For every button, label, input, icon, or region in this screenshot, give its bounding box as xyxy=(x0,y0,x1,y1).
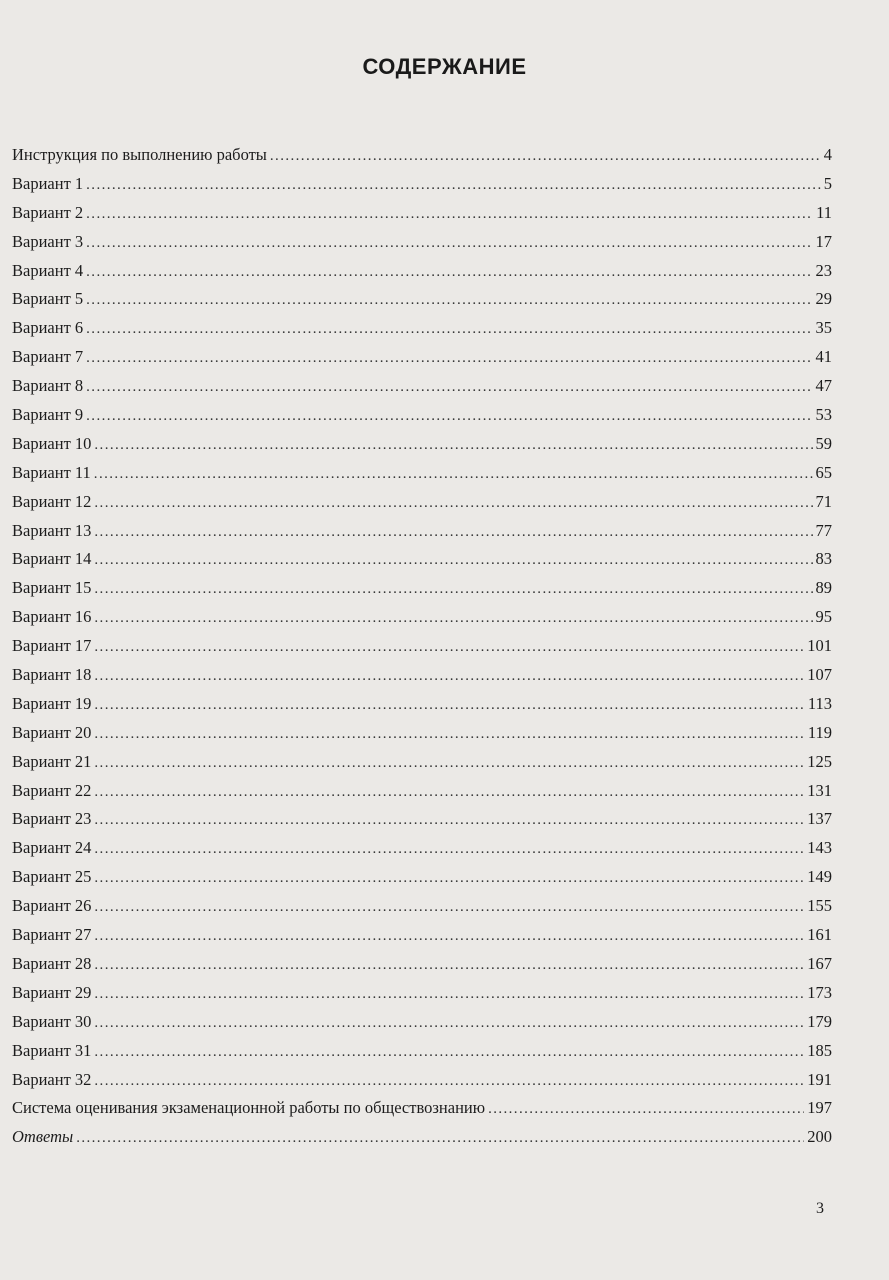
toc-entry-page: 137 xyxy=(807,809,832,829)
toc-entry-label: Вариант 18 xyxy=(12,665,92,685)
toc-entry-page: 173 xyxy=(807,982,832,1002)
toc-entry-label: Вариант 5 xyxy=(12,289,84,309)
toc-entry xyxy=(12,314,832,343)
toc-entry-label: Вариант 17 xyxy=(12,636,92,656)
toc-entry-label: Вариант 23 xyxy=(12,809,92,829)
toc-entry-label: Вариант 24 xyxy=(12,838,92,858)
toc-entry-label: Вариант 32 xyxy=(12,1069,92,1089)
toc-entry xyxy=(12,777,832,806)
toc-leader-dots xyxy=(94,1009,804,1038)
toc-entry xyxy=(12,805,832,834)
toc-entry-page: 185 xyxy=(807,1040,832,1060)
toc-leader-dots xyxy=(94,633,804,662)
toc-entry xyxy=(12,921,832,950)
toc-leader-dots xyxy=(94,518,812,547)
toc-entry xyxy=(12,1123,832,1152)
toc-entry xyxy=(12,517,832,546)
toc-entry-label: Вариант 28 xyxy=(12,953,92,973)
toc-entry-page: 17 xyxy=(815,231,832,251)
toc-entry-page: 191 xyxy=(807,1069,832,1089)
toc-entry-page: 101 xyxy=(807,636,832,656)
toc-entry-label: Вариант 21 xyxy=(12,751,92,771)
toc-leader-dots xyxy=(94,720,804,749)
toc-entry-page: 200 xyxy=(807,1127,832,1147)
toc-entry-page: 95 xyxy=(815,607,832,627)
toc-entry-label: Вариант 31 xyxy=(12,1040,92,1060)
toc-entry xyxy=(12,863,832,892)
toc-leader-dots xyxy=(94,575,812,604)
toc-entry-label: Вариант 13 xyxy=(12,520,92,540)
toc-leader-dots xyxy=(94,1067,804,1096)
toc-entry-label: Вариант 26 xyxy=(12,896,92,916)
toc-leader-dots xyxy=(76,1124,804,1153)
toc-leader-dots xyxy=(94,1038,804,1067)
toc-leader-dots xyxy=(94,835,804,864)
toc-entry xyxy=(12,1066,832,1095)
toc-entry-label: Вариант 11 xyxy=(12,462,91,482)
toc-entry-page: 89 xyxy=(815,578,832,598)
page-title: СОДЕРЖАНИЕ xyxy=(362,54,527,79)
toc-leader-dots xyxy=(86,258,812,287)
toc-entry-label: Вариант 22 xyxy=(12,780,92,800)
toc-entry-label: Вариант 15 xyxy=(12,578,92,598)
toc-entry-page: 131 xyxy=(807,780,832,800)
toc-entry-label: Вариант 27 xyxy=(12,925,92,945)
toc-leader-dots xyxy=(94,922,804,951)
toc-entry-page: 4 xyxy=(823,145,832,164)
toc-entry-page: 23 xyxy=(815,260,832,280)
page-number: 3 xyxy=(816,1200,824,1217)
toc-entry-page: 77 xyxy=(815,520,832,540)
toc-entry xyxy=(12,401,832,430)
toc-entry-label: Вариант 1 xyxy=(12,173,84,193)
toc-entry-label: Вариант 6 xyxy=(12,318,84,338)
toc-entry-page: 155 xyxy=(807,896,832,916)
toc-entry-page: 143 xyxy=(807,838,832,858)
toc-entry-page: 65 xyxy=(815,462,832,482)
toc-entry xyxy=(12,257,832,286)
toc-entry xyxy=(12,430,832,459)
toc-entry-label: Инструкция по выполнению работы xyxy=(12,145,267,164)
toc-leader-dots xyxy=(86,315,812,344)
toc-entry-page: 167 xyxy=(807,953,832,973)
toc-entry-page: 125 xyxy=(807,751,832,771)
toc-leader-dots xyxy=(94,691,804,720)
toc-leader-dots xyxy=(94,489,812,518)
toc-leader-dots xyxy=(94,951,804,980)
toc-entry-page: 161 xyxy=(807,925,832,945)
toc-leader-dots xyxy=(94,778,804,807)
toc-entry-page: 197 xyxy=(807,1098,832,1118)
toc-leader-dots xyxy=(94,546,812,575)
toc-entry xyxy=(12,228,832,257)
toc-entry xyxy=(12,632,832,661)
toc-entry-page: 47 xyxy=(815,376,832,396)
toc-entry xyxy=(12,343,832,372)
toc-entry xyxy=(12,1094,832,1123)
toc-entry-label: Вариант 16 xyxy=(12,607,92,627)
toc-leader-dots xyxy=(94,980,804,1009)
toc-entry xyxy=(12,372,832,401)
toc-leader-dots xyxy=(86,373,812,402)
toc-entry xyxy=(12,1037,832,1066)
toc-leader-dots xyxy=(94,806,804,835)
toc-entry-label: Вариант 29 xyxy=(12,982,92,1002)
toc-entry-page: 149 xyxy=(807,867,832,887)
toc-entry xyxy=(12,545,832,574)
toc-entry xyxy=(12,950,832,979)
toc-entry xyxy=(12,170,832,199)
toc-entry-page: 53 xyxy=(815,405,832,425)
toc-leader-dots xyxy=(94,460,813,489)
toc-entry-page: 107 xyxy=(807,665,832,685)
toc-entry-page: 5 xyxy=(823,173,832,193)
toc-leader-dots xyxy=(86,402,812,431)
toc-entry-label: Система оценивания экзаменационной работы по обществознанию xyxy=(12,1098,486,1118)
toc-entry xyxy=(12,661,832,690)
toc-leader-dots xyxy=(86,344,812,373)
toc-entry-label: Вариант 10 xyxy=(12,433,92,453)
toc-entry-page: 179 xyxy=(807,1011,832,1031)
toc-entry xyxy=(12,459,832,488)
toc-entry-label: Вариант 19 xyxy=(12,693,92,713)
toc-leader-dots xyxy=(86,200,813,229)
toc-entry xyxy=(12,748,832,777)
toc-leader-dots xyxy=(94,662,804,691)
toc-entry-label: Вариант 7 xyxy=(12,347,84,367)
toc-entry xyxy=(12,979,832,1008)
toc-entry-page: 11 xyxy=(816,202,832,222)
toc-entry xyxy=(12,199,832,228)
toc-entry-label: Вариант 8 xyxy=(12,376,84,396)
toc-entry-label: Вариант 9 xyxy=(12,405,84,425)
table-of-contents xyxy=(12,141,832,1152)
toc-leader-dots xyxy=(86,171,821,200)
toc-entry-page: 119 xyxy=(807,722,832,742)
toc-entry-page: 29 xyxy=(815,289,832,309)
toc-entry xyxy=(12,719,832,748)
toc-entry-label: Вариант 12 xyxy=(12,491,92,511)
toc-leader-dots xyxy=(488,1095,804,1124)
toc-entry xyxy=(12,141,832,170)
toc-entry-label: Вариант 3 xyxy=(12,231,84,251)
toc-leader-dots xyxy=(86,229,812,258)
toc-entry-page: 41 xyxy=(815,347,832,367)
toc-entry-page: 59 xyxy=(815,433,832,453)
toc-entry-label: Ответы xyxy=(12,1127,74,1147)
toc-entry xyxy=(12,834,832,863)
toc-entry xyxy=(12,603,832,632)
toc-entry xyxy=(12,690,832,719)
toc-leader-dots xyxy=(94,749,804,778)
toc-entry-page: 35 xyxy=(815,318,832,338)
toc-entry xyxy=(12,285,832,314)
toc-leader-dots xyxy=(86,286,812,315)
toc-entry xyxy=(12,892,832,921)
toc-entry-page: 83 xyxy=(815,549,832,569)
toc-leader-dots xyxy=(94,864,804,893)
toc-leader-dots xyxy=(270,142,821,171)
toc-leader-dots xyxy=(94,431,812,460)
toc-entry-label: Вариант 14 xyxy=(12,549,92,569)
toc-entry xyxy=(12,488,832,517)
toc-entry-page: 113 xyxy=(807,693,832,713)
toc-entry-label: Вариант 25 xyxy=(12,867,92,887)
toc-leader-dots xyxy=(94,893,804,922)
toc-entry-page: 71 xyxy=(815,491,832,511)
toc-entry xyxy=(12,574,832,603)
toc-entry-label: Вариант 2 xyxy=(12,202,84,222)
toc-leader-dots xyxy=(94,604,812,633)
toc-entry-label: Вариант 30 xyxy=(12,1011,92,1031)
toc-entry-label: Вариант 4 xyxy=(12,260,84,280)
toc-entry-label: Вариант 20 xyxy=(12,722,92,742)
toc-entry xyxy=(12,1008,832,1037)
